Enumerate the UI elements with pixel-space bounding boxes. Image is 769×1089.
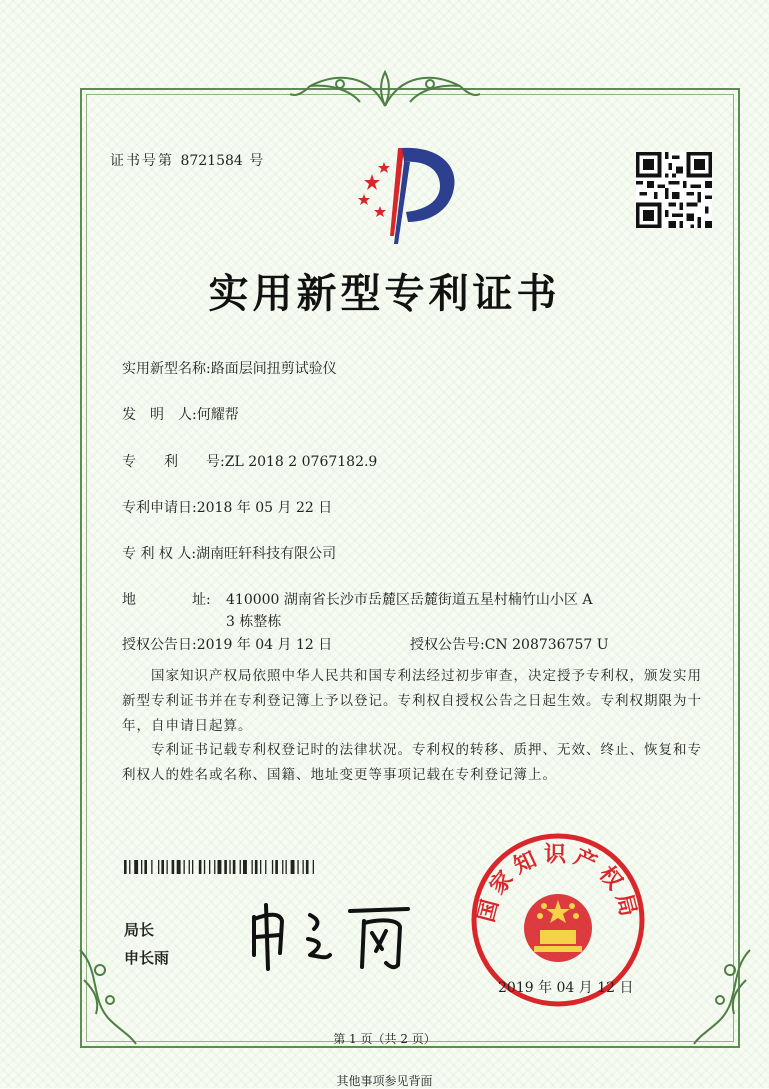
page-indicator: 第 1 页（共 2 页）: [333, 1032, 436, 1046]
grant-date-label: 授权公告日:: [122, 637, 197, 653]
seal-date: 2019 年 04 月 12 日: [498, 980, 634, 996]
top-ornament-icon: [290, 66, 480, 112]
barcode-icon: [124, 860, 376, 874]
application-date-row: [122, 497, 332, 517]
utility-model-name-row: [122, 358, 337, 378]
address-value-line2: 3 栋整栋: [226, 614, 282, 630]
patent-number-label: 专 利 号:: [122, 454, 225, 470]
address-label-left: 地: [122, 592, 136, 608]
patent-number-row: [122, 451, 377, 471]
grant-statement-paragraph: [122, 664, 716, 739]
utility-model-name-label: 实用新型名称:: [122, 361, 211, 377]
address-label-right: 址:: [192, 592, 211, 608]
certificate-number: [110, 150, 265, 170]
utility-model-name-value: 路面层间扭剪试验仪: [210, 361, 337, 377]
grant-date-value: 2019 年 04 月 12 日: [196, 637, 333, 653]
address-value-line1: 410000 湖南省长沙市岳麓区岳麓街道五星村楠竹山小区 A: [226, 592, 593, 608]
patent-number-value: ZL 2018 2 0767182.9: [224, 454, 378, 470]
grant-number-label: 授权公告号:: [410, 637, 485, 653]
back-page-note: 其他事项参见背面: [336, 1074, 433, 1088]
director-name: 申长雨: [124, 949, 170, 967]
patent-office-emblem-icon: [350, 136, 470, 256]
svg-text:国家知识产权局: 国家知识产权局: [474, 842, 642, 925]
paragraph-line: 国家知识产权局依照中华人民共和国专利法经过初步审查，决定授予专利权，颁发实用: [122, 668, 702, 684]
patentee-row: [122, 543, 336, 563]
paragraph-line: 年，自申请日起算。: [122, 718, 253, 734]
director-title: 局长: [124, 921, 155, 939]
inventor-label: 发 明 人:: [122, 407, 197, 423]
qr-code-icon: [636, 152, 712, 228]
paragraph-line: 新型专利证书并在专利登记簿上予以登记。专利权自授权公告之日起生效。专利权期限为十: [122, 693, 702, 709]
inventor-row: [122, 404, 239, 424]
cert-number-value: 8721584: [180, 153, 243, 169]
handwritten-signature-icon: [240, 895, 420, 975]
cert-number-suffix: 号: [249, 153, 266, 169]
patentee-label: 专 利 权 人:: [122, 546, 197, 562]
grant-number-row: [410, 634, 609, 654]
address-row: [122, 589, 592, 609]
application-date-label: 专利申请日:: [122, 500, 197, 516]
legal-status-paragraph: [122, 738, 716, 788]
paragraph-line: 专利证书记载专利权登记时的法律状况。专利权的转移、质押、无效、终止、恢复和专: [122, 742, 702, 758]
application-date-value: 2018 年 05 月 22 日: [196, 500, 333, 516]
grant-date-row: [122, 634, 332, 654]
certificate-title: 实用新型专利证书: [208, 270, 561, 317]
inventor-value: 何耀帮: [196, 407, 239, 423]
paragraph-line: 利权人的姓名或名称、国籍、地址变更等事项记载在专利登记簿上。: [122, 767, 557, 783]
grant-number-value: CN 208736757 U: [484, 637, 609, 653]
cert-number-prefix: 证书号第: [110, 153, 174, 169]
patentee-value: 湖南旺轩科技有限公司: [196, 546, 337, 562]
